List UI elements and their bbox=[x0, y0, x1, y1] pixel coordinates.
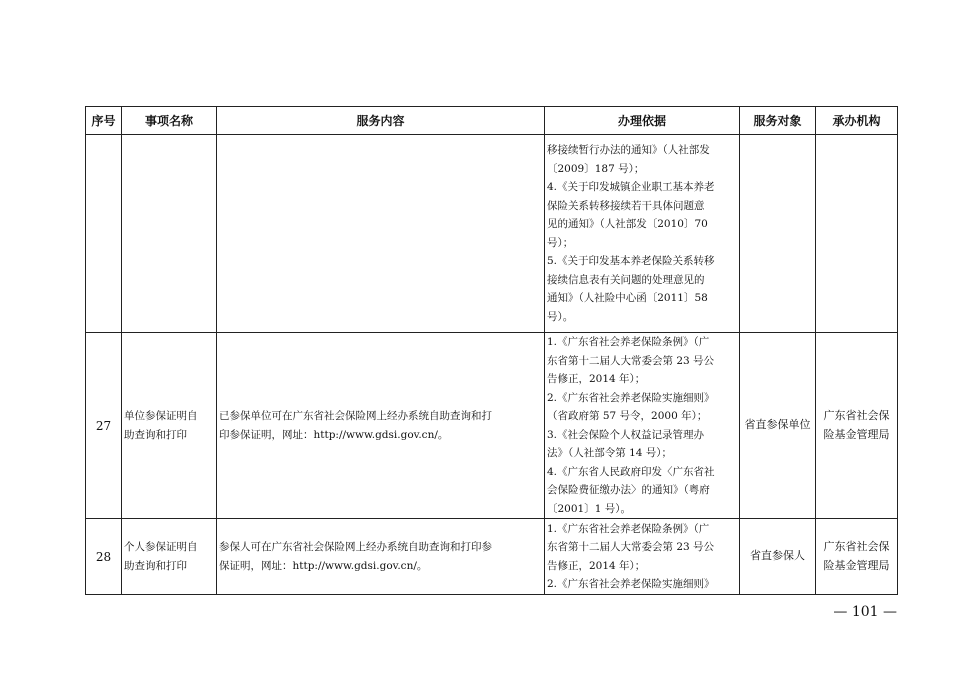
cell-organization bbox=[816, 519, 898, 595]
cell-item-name bbox=[122, 333, 217, 519]
text-line: 参保人可在广东省社会保险网上经办系统自助查询和打印参 bbox=[219, 541, 492, 553]
text-line: 省直参保单位 bbox=[744, 418, 811, 432]
header-basis: 办理依据 bbox=[545, 107, 740, 135]
cell-basis bbox=[545, 135, 740, 333]
header-item-name: 事项名称 bbox=[122, 107, 217, 135]
cell-no: 27 bbox=[86, 333, 122, 519]
cell-item-name bbox=[122, 135, 217, 333]
text-line: 移接续暂行办法的通知》（人社部发 bbox=[547, 144, 710, 156]
text-line: 5.《关于印发基本养老保险关系转移 bbox=[547, 255, 715, 267]
table-row bbox=[86, 333, 898, 519]
header-service-content: 服务内容 bbox=[217, 107, 545, 135]
text-line: 号）。 bbox=[547, 310, 574, 323]
text-line: 1.《广东省社会养老保险条例》（广 bbox=[547, 522, 710, 535]
text-line: 险基金管理局 bbox=[823, 558, 890, 572]
text-line: 助查询和打印 bbox=[124, 559, 187, 572]
text-line: 接续信息表有关问题的处理意见的 bbox=[547, 273, 705, 286]
text-line: 4.《广东省人民政府印发〈广东省社 bbox=[547, 465, 715, 478]
cell-organization bbox=[816, 333, 898, 519]
text-line: 险基金管理局 bbox=[823, 427, 890, 441]
cell-service-target bbox=[740, 135, 816, 333]
text-line: 3.《社会保险个人权益记录管理办 bbox=[547, 428, 705, 441]
page-number: — 101 — bbox=[833, 604, 897, 620]
text-line: 个人参保证明自 bbox=[124, 541, 198, 553]
text-line: 告修正，2014 年）； bbox=[547, 373, 646, 385]
cell-item-name bbox=[122, 519, 217, 595]
cell-service-content bbox=[217, 135, 545, 333]
text-line: 助查询和打印 bbox=[124, 428, 187, 441]
text-line: 法》（人社部令第 14 号）； bbox=[547, 447, 673, 459]
service-table bbox=[85, 106, 898, 595]
text-line: 4.《关于印发城镇企业职工基本养老 bbox=[547, 181, 715, 193]
text-line: 〔2009〕187 号）； bbox=[547, 162, 645, 175]
cell-basis bbox=[545, 519, 740, 595]
cell-service-content bbox=[217, 333, 545, 519]
text-line: 印参保证明，网址：http://www.gdsi.gov.cn/。 bbox=[219, 428, 449, 441]
text-line: 见的通知》（人社部发〔2010〕70 bbox=[547, 218, 708, 230]
text-line: 已参保单位可在广东省社会保险网上经办系统自助查询和打 bbox=[219, 410, 492, 422]
cell-service-target bbox=[740, 519, 816, 595]
cell-basis bbox=[545, 333, 740, 519]
text-line: 广东省社会保 bbox=[823, 409, 890, 422]
text-line: 2.《广东省社会养老保险实施细则》 bbox=[547, 578, 715, 590]
text-line: 东省第十二届人大常委会第 23 号公 bbox=[547, 354, 715, 367]
cell-service-target bbox=[740, 333, 816, 519]
text-line: 会保险费征缴办法〉的通知》（粤府 bbox=[547, 484, 710, 496]
table-row bbox=[86, 519, 898, 595]
text-line: 广东省社会保 bbox=[823, 540, 890, 553]
text-line: 2.《广东省社会养老保险实施细则》 bbox=[547, 391, 715, 404]
text-line: 保证明，网址：http://www.gdsi.gov.cn/。 bbox=[219, 559, 428, 572]
header-service-target: 服务对象 bbox=[740, 107, 816, 135]
cell-service-content bbox=[217, 519, 545, 595]
text-line: 告修正，2014 年）； bbox=[547, 559, 646, 572]
text-line: 保险关系转移接续若干具体问题意 bbox=[547, 199, 705, 212]
text-line: 单位参保证明自 bbox=[124, 410, 198, 422]
text-line: 东省第十二届人大常委会第 23 号公 bbox=[547, 541, 715, 553]
table-header-row bbox=[86, 107, 898, 135]
header-no: 序号 bbox=[86, 107, 122, 135]
text-line: 〔2001〕1 号）。 bbox=[547, 502, 631, 515]
cell-no bbox=[86, 135, 122, 333]
text-line: 通知》（人社险中心函〔2011〕58 bbox=[547, 292, 708, 304]
cell-no: 28 bbox=[86, 519, 122, 595]
table-row bbox=[86, 135, 898, 333]
text-line: 号）； bbox=[547, 236, 574, 249]
cell-organization bbox=[816, 135, 898, 333]
header-organization: 承办机构 bbox=[816, 107, 898, 135]
text-line: （省政府第 57 号令，2000 年）； bbox=[547, 410, 708, 422]
text-line: 省直参保人 bbox=[750, 549, 805, 563]
text-line: 1.《广东省社会养老保险条例》（广 bbox=[547, 336, 710, 348]
